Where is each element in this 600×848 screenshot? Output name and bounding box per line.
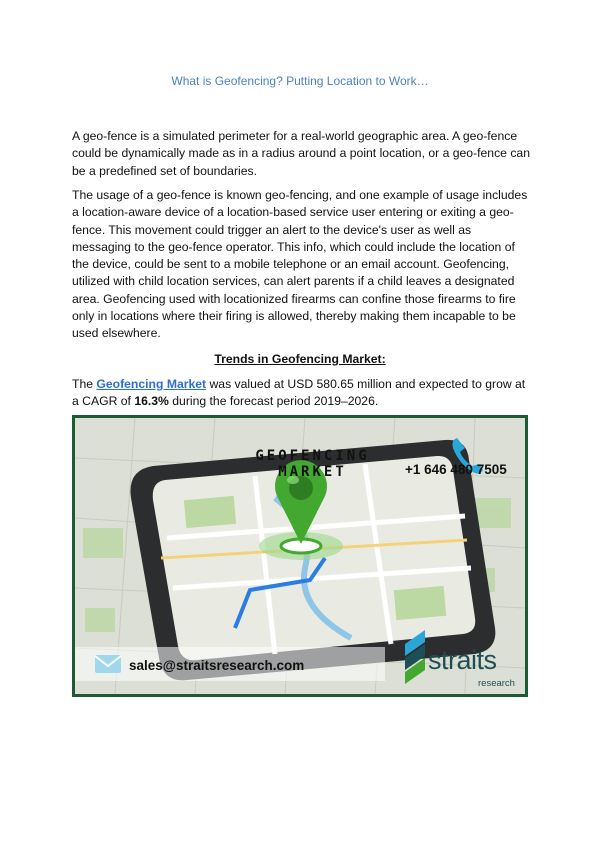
banner-title: GEOFENCING MARKET [255, 448, 370, 480]
intro-paragraph: A geo-fence is a simulated perimeter for a real-world geographic area. A geo-fence could be dynamically made as in a radius around a point location, or a geo-fence can be a predefined set of boundaries. [72, 129, 530, 178]
market-text-start: The [72, 377, 97, 391]
section-heading: Trends in Geofencing Market: [214, 352, 386, 366]
usage-paragraph: The usage of a geo-fence is known geo-fencing, and one example of usage includes a location-aware device of a location-based service user entering or exiting a geo-fence. This movement could trigger an alert to the device's user as well as messaging to the geo-fence operator. This info, which could include the location of the device, could be sent to a mobile telephone or an email account. Geofencing, utilized with child location services, can alert parents if a child leaves a designated area. Geofencing used with locationized firearms can confine those firearms to fire only in locations where their firing is allowed, thereby making them incapable to be used elsewhere. [72, 188, 528, 341]
geofencing-market-link[interactable]: Geofencing Market [96, 377, 207, 391]
geofencing-banner [72, 415, 528, 697]
logo-wordmark: straits [428, 645, 497, 675]
market-text-middle: was valued at USD 580.65 million and expected to grow at a CAGR of [72, 377, 526, 409]
market-text-end: during the forecast period 2019–2026. [168, 394, 379, 409]
page-title: What is Geofencing? Putting Location to Work… [171, 74, 429, 88]
banner-phone: +1 646 480 7505 [405, 462, 507, 477]
market-paragraph [72, 376, 532, 411]
cagr-value: 16.3% [134, 394, 169, 409]
logo-subtitle: research [478, 678, 515, 689]
banner-email: sales@straitsresearch.com [129, 658, 305, 673]
